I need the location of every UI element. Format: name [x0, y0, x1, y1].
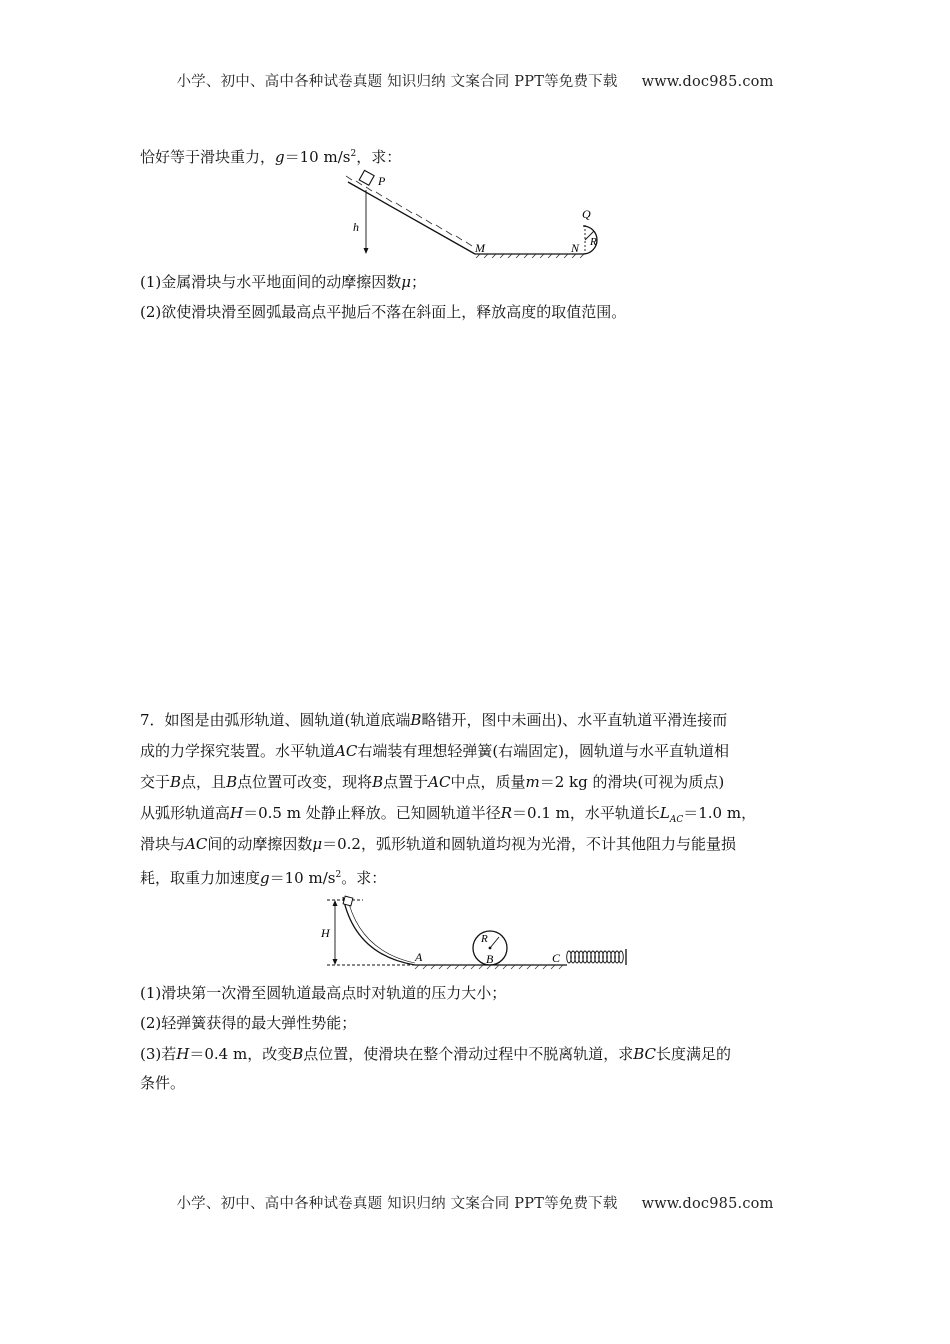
height-arrow [364, 248, 369, 254]
q7-line4 [140, 802, 756, 831]
var-l: L [659, 804, 670, 822]
arc-track [343, 897, 415, 965]
q7-l5-c: ＝0.2，弧形轨道和圆轨道均视为光滑，不计其他阻力与能量损 [322, 835, 736, 853]
q6-cont-text: 恰好等于滑块重力， [140, 148, 276, 166]
q7-l4-d: ＝1.0 m， [683, 804, 757, 822]
spring [567, 949, 626, 965]
q7-l6-b: ＝10 m/s [269, 869, 336, 887]
arrow-up [333, 900, 338, 906]
q7-p2-text: (2)轻弹簧获得的最大弹性势能； [140, 1014, 357, 1032]
var-m: m [525, 773, 540, 791]
q7-part3-cont [140, 1072, 185, 1094]
sub-ac: AC [669, 815, 684, 825]
q7-line1 [140, 709, 727, 731]
q7-p3-c: 点位置，使滑块在整个滑动过程中不脱离轨道，求 [303, 1045, 634, 1063]
q7-l5-b: 间的动摩擦因数 [207, 835, 313, 853]
q7-p3-a: (3)若 [140, 1045, 177, 1063]
q7-l1-a: 7．如图是由弧形轨道、圆轨道(轨道底端 [140, 711, 411, 729]
q6-cont-eq: ＝10 m/s [284, 148, 351, 166]
header-url[interactable]: www.doc985.com [641, 74, 774, 90]
q7-line3 [140, 771, 724, 793]
q7-p3-b: ＝0.4 m，改变 [189, 1045, 293, 1063]
page-header [0, 70, 950, 91]
incline-hatch [346, 176, 472, 246]
q7-line2 [140, 740, 729, 762]
label-c: C [552, 951, 561, 965]
label-r: R [590, 236, 597, 248]
var-r: R [500, 804, 513, 822]
var-mu: μ [312, 835, 323, 853]
q7-l1-b: 略错开，图中未画出)、水平直轨道平滑连接而 [421, 711, 728, 729]
q6-part1 [140, 271, 426, 293]
var-h: H [176, 1045, 190, 1063]
q7-l3-e: 中点，质量 [450, 773, 526, 791]
q7-l4-c: ＝0.1 m，水平轨道长 [512, 804, 660, 822]
q6-p2-text: (2)欲使滑块滑至圆弧最高点平抛后不落在斜面上，释放高度的取值范围。 [140, 303, 627, 321]
exp-2: 2 [350, 149, 357, 159]
label-q: Q [582, 207, 591, 221]
var-b: B [372, 773, 384, 791]
q7-part2 [140, 1012, 356, 1034]
q7-l5-a: 滑块与 [140, 835, 186, 853]
var-b: B [292, 1045, 304, 1063]
var-ac: AC [185, 835, 208, 853]
arrow-down [333, 959, 338, 965]
label-r: R [481, 933, 488, 945]
header-text: 小学、初中、高中各种试卷真题 知识归纳 文案合同 PPT等免费下载 [176, 74, 618, 90]
q7-l3-c: 点位置可改变，现将 [237, 773, 373, 791]
var-bc: BC [633, 1045, 657, 1063]
q7-l6-c: 。求： [341, 869, 387, 887]
q7-l2-a: 成的力学探究装置。水平轨道 [140, 742, 336, 760]
q6-figure [330, 168, 630, 268]
label-h: h [353, 220, 359, 234]
q7-part3 [140, 1043, 731, 1065]
q6-p1-post: ； [411, 273, 427, 291]
label-h: H [321, 926, 330, 940]
label-a: A [415, 950, 423, 964]
footer-url[interactable]: www.doc985.com [641, 1196, 774, 1212]
q7-l6-a: 耗，取重力加速度 [140, 869, 261, 887]
var-mu: μ [401, 273, 411, 291]
q7-l3-f: ＝2 kg 的滑块(可视为质点) [539, 773, 725, 791]
q7-l4-a: 从弧形轨道高 [140, 804, 231, 822]
q7-part1 [140, 982, 506, 1004]
page-footer [0, 1192, 950, 1213]
q7-p3-d: 长度满足的 [656, 1045, 732, 1063]
q6-p1-text: (1)金属滑块与水平地面间的动摩擦因数 [140, 273, 402, 291]
q7-l2-b: 右端装有理想轻弹簧(右端固定)，圆轨道与水平直轨道相 [357, 742, 730, 760]
var-b: B [410, 711, 422, 729]
var-g: g [275, 148, 285, 166]
label-m: M [475, 241, 485, 255]
q7-l3-a: 交于 [140, 773, 171, 791]
q6-cont-post: ，求： [356, 148, 402, 166]
footer-text: 小学、初中、高中各种试卷真题 知识归纳 文案合同 PPT等免费下载 [176, 1196, 618, 1212]
circle-radius [490, 937, 499, 948]
q7-l3-d: 点置于 [383, 773, 429, 791]
label-n: N [571, 241, 580, 255]
var-ac: AC [335, 742, 358, 760]
q7-line5 [140, 833, 736, 855]
incline-surface [348, 182, 475, 254]
label-b: B [486, 952, 494, 966]
label-p: P [378, 174, 386, 188]
var-h: H [230, 804, 244, 822]
q6-part2 [140, 301, 626, 323]
var-ac: AC [428, 773, 451, 791]
block-p [359, 170, 374, 185]
var-b: B [170, 773, 182, 791]
q7-figure [315, 893, 635, 973]
exp-2: 2 [335, 870, 342, 880]
q7-p3b-text: 条件。 [140, 1074, 186, 1092]
q7-line6 [140, 864, 386, 889]
q7-p1-text: (1)滑块第一次滑至圆轨道最高点时对轨道的压力大小； [140, 984, 507, 1002]
q6-continuation [140, 143, 401, 168]
var-g: g [260, 869, 270, 887]
q7-l4-b: ＝0.5 m 处静止释放。已知圆轨道半径 [243, 804, 501, 822]
var-b: B [226, 773, 238, 791]
q7-l3-b: 点，且 [181, 773, 227, 791]
slider-block [343, 896, 353, 906]
